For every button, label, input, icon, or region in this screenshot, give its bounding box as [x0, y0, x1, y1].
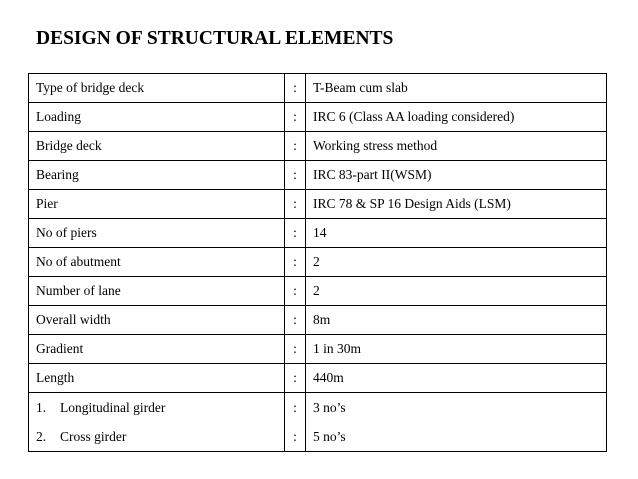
row-label: Type of bridge deck [29, 74, 285, 103]
row-separator: : [285, 161, 306, 190]
row-separator: : [293, 400, 297, 415]
table-row-no-of-piers [29, 219, 607, 248]
table-row-loading [29, 103, 607, 132]
row-value: IRC 6 (Class AA loading considered) [306, 103, 607, 132]
row-value: IRC 78 & SP 16 Design Aids (LSM) [306, 190, 607, 219]
table-row-no-of-abutment [29, 248, 607, 277]
row-separator: : [285, 306, 306, 335]
girder-label: Cross girder [60, 429, 127, 444]
table-row-type-of-bridge-deck [29, 74, 607, 103]
row-value: T-Beam cum slab [306, 74, 607, 103]
row-label: Loading [29, 103, 285, 132]
row-label: Pier [29, 190, 285, 219]
row-label: Bridge deck [29, 132, 285, 161]
table-row-girders [29, 393, 607, 452]
row-separator: : [285, 219, 306, 248]
row-label: Bearing [29, 161, 285, 190]
row-value: 8m [306, 306, 607, 335]
girder-item-cross [36, 422, 284, 451]
row-label: Gradient [29, 335, 285, 364]
girder-values [306, 393, 607, 452]
row-separator: : [285, 335, 306, 364]
girder-value: 5 no’s [313, 429, 346, 444]
specification-table [28, 73, 607, 452]
row-separator: : [293, 429, 297, 444]
row-label: No of abutment [29, 248, 285, 277]
girder-label: Longitudinal girder [60, 400, 166, 415]
row-label: Number of lane [29, 277, 285, 306]
table-row-bridge-deck [29, 132, 607, 161]
row-label: No of piers [29, 219, 285, 248]
girder-value: 3 no’s [313, 400, 346, 415]
row-value: IRC 83-part II(WSM) [306, 161, 607, 190]
table-row-gradient [29, 335, 607, 364]
row-separator: : [285, 277, 306, 306]
row-separator: : [285, 190, 306, 219]
row-value: 1 in 30m [306, 335, 607, 364]
table-row-bearing [29, 161, 607, 190]
table-row-pier [29, 190, 607, 219]
row-value: 440m [306, 364, 607, 393]
row-value: 2 [306, 248, 607, 277]
page-title: DESIGN OF STRUCTURAL ELEMENTS [36, 28, 394, 49]
table-row-length [29, 364, 607, 393]
table-row-overall-width [29, 306, 607, 335]
row-separator: : [285, 103, 306, 132]
list-number: 2. [36, 429, 47, 444]
table-row-number-of-lane [29, 277, 607, 306]
row-separator: : [285, 364, 306, 393]
girder-item-longitudinal [36, 393, 284, 422]
girder-labels [29, 393, 285, 452]
girder-separators [285, 393, 306, 452]
row-separator: : [285, 248, 306, 277]
row-value: 2 [306, 277, 607, 306]
row-separator: : [285, 132, 306, 161]
row-value: 14 [306, 219, 607, 248]
row-label: Overall width [29, 306, 285, 335]
list-number: 1. [36, 400, 47, 415]
row-value: Working stress method [306, 132, 607, 161]
row-separator: : [285, 74, 306, 103]
row-label: Length [29, 364, 285, 393]
